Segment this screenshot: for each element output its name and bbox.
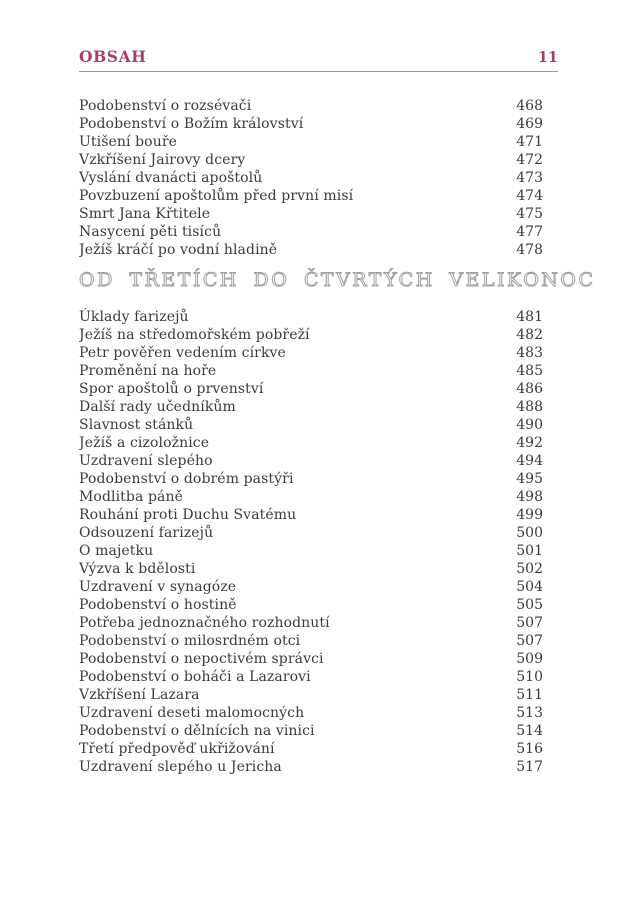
section-heading: OD TŘETÍCH DO ČTVRTÝCH VELIKONOC [79,269,596,291]
toc-entry [79,542,543,560]
toc-entry-page: 495 [516,471,543,487]
toc-entry-title: Další rady učedníkům [79,399,236,415]
toc-entry-title: Uzdravení slepého [79,453,213,469]
toc-entry-title: Vzkříšení Jairovy dcery [79,152,246,168]
toc-entry [79,686,543,704]
toc-entry-title: Nasycení pěti tisíců [79,224,222,240]
toc-entry [79,578,543,596]
toc-entry-title: Vzkříšení Lazara [79,687,200,703]
toc-entry [79,151,543,169]
toc-entry [79,223,543,241]
toc-entry-page: 486 [516,381,543,397]
toc-entry-page: 504 [516,579,543,595]
toc-entry [79,344,543,362]
toc-entry-title: Proměnění na hoře [79,363,217,379]
toc-entry [79,326,543,344]
toc-entry-title: Úklady farizejů [79,309,189,325]
toc-entry-title: Podobenství o hostině [79,597,237,613]
toc-entry-page: 488 [516,399,543,415]
toc-entry-title: Potřeba jednoznačného rozhodnutí [79,615,330,631]
toc-entry-page: 473 [516,170,543,186]
toc-entry-page: 511 [516,687,543,703]
toc-entry [79,241,543,259]
toc-entry-title: Modlitba páně [79,489,183,505]
toc-entry-title: Podobenství o dobrém pastýři [79,471,294,487]
toc-entry-page: 478 [516,242,543,258]
toc-entry-title: Ježíš na středomořském pobřeží [79,327,310,343]
toc-section [79,97,558,259]
toc-entry-page: 500 [516,525,543,541]
toc-entry-page: 474 [516,188,543,204]
toc-entry-title: Podobenství o milosrdném otci [79,633,301,649]
toc-entry [79,434,543,452]
toc-entry-title: Podobenství o rozsévači [79,98,252,114]
toc-entry [79,452,543,470]
toc-entry [79,704,543,722]
toc-entry [79,488,543,506]
toc-entry-title: Uzdravení slepého u Jericha [79,759,282,775]
toc-entry-page: 494 [516,453,543,469]
toc-entry [79,740,543,758]
toc-entry-page: 471 [516,134,543,150]
toc-entry-page: 505 [516,597,543,613]
toc-entry [79,524,543,542]
toc-entry-page: 502 [516,561,543,577]
toc-entry-page: 475 [516,206,543,222]
toc-page [79,47,596,776]
toc-entry-title: O majetku [79,543,154,559]
toc-entry [79,758,543,776]
toc-entry [79,506,543,524]
toc-entry-title: Povzbuzení apoštolům před první misí [79,188,354,204]
toc-entry-title: Podobenství o dělnících na vinici [79,723,315,739]
toc-sections [79,97,596,776]
toc-entry-page: 499 [516,507,543,523]
toc-entry [79,133,543,151]
toc-section [79,267,596,776]
toc-entry-title: Podobenství o boháči a Lazarovi [79,669,311,685]
toc-entry [79,308,543,326]
toc-entry [79,416,543,434]
toc-entry-title: Spor apoštolů o prvenství [79,381,264,397]
toc-entry-page: 517 [516,759,543,775]
toc-entry-title: Petr pověřen vedením církve [79,345,286,361]
toc-entry [79,722,543,740]
toc-entry-page: 485 [516,363,543,379]
toc-entry-page: 482 [516,327,543,343]
toc-entry-page: 507 [516,633,543,649]
toc-entry-page: 498 [516,489,543,505]
toc-entry-title: Odsouzení farizejů [79,525,214,541]
toc-entry [79,614,543,632]
toc-entry-title: Ježíš kráčí po vodní hladině [79,242,278,258]
toc-entry-title: Uzdravení v synagóze [79,579,237,595]
toc-entry [79,362,543,380]
toc-entry [79,470,543,488]
toc-entry-title: Výzva k bdělosti [79,561,196,577]
toc-entry [79,596,543,614]
toc-entry-title: Smrt Jana Křtitele [79,206,211,222]
toc-entry-page: 468 [516,98,543,114]
toc-entry-page: 490 [516,417,543,433]
toc-entry-page: 510 [516,669,543,685]
toc-entry-title: Rouhání proti Duchu Svatému [79,507,297,523]
toc-entry [79,632,543,650]
toc-entry-title: Podobenství o nepoctivém správci [79,651,324,667]
toc-entry-title: Podobenství o Božím království [79,116,304,132]
toc-entry-title: Utišení bouře [79,134,178,150]
toc-entry-title: Uzdravení deseti malomocných [79,705,305,721]
toc-entry-page: 516 [516,741,543,757]
toc-entry-title: Slavnost stánků [79,417,194,433]
toc-entry [79,187,543,205]
toc-list [79,308,558,776]
toc-entry [79,650,543,668]
toc-entry [79,668,543,686]
toc-entry-page: 483 [516,345,543,361]
toc-entry [79,205,543,223]
toc-entry-page: 514 [516,723,543,739]
toc-entry-page: 513 [516,705,543,721]
toc-entry-title: Třetí předpověď ukřižování [79,741,275,757]
toc-entry-page: 507 [516,615,543,631]
toc-entry-page: 501 [516,543,543,559]
toc-entry-title: Vyslání dvanácti apoštolů [79,170,263,186]
toc-entry-page: 492 [516,435,543,451]
toc-entry-page: 469 [516,116,543,132]
toc-entry [79,169,543,187]
page-number: 11 [537,49,558,66]
toc-entry-page: 509 [516,651,543,667]
toc-entry [79,115,543,133]
toc-entry [79,97,543,115]
toc-entry [79,560,543,578]
toc-entry-title: Ježíš a cizoložnice [79,435,210,451]
toc-entry [79,398,543,416]
toc-entry-page: 477 [516,224,543,240]
page-header [79,49,558,72]
toc-entry-page: 472 [516,152,543,168]
page-title: OBSAH [79,47,147,66]
toc-entry [79,380,543,398]
toc-list [79,97,558,259]
toc-entry-page: 481 [516,309,543,325]
